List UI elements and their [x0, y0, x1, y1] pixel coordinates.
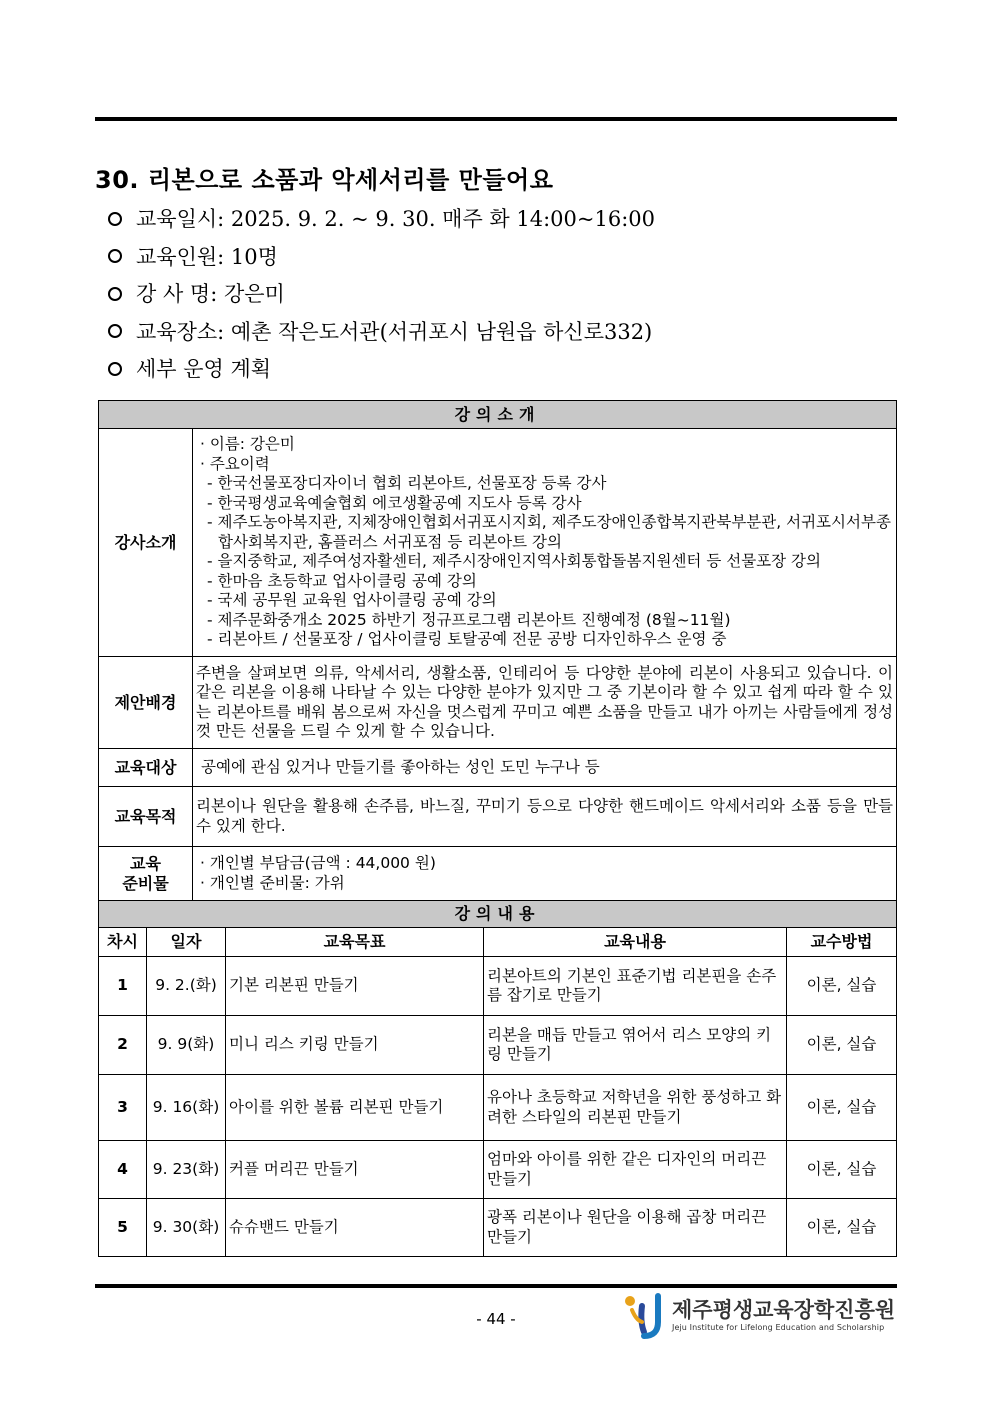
- info-schedule: 교육일시: 2025. 9. 2. ~ 9. 30. 매주 화 14:00~16:00: [108, 203, 655, 241]
- org-english-name: Jeju Institute for Lifelong Education and Scholarship: [672, 1323, 885, 1332]
- circle-bullet-icon: [108, 287, 122, 301]
- col-header-goal: 교육목표: [226, 928, 484, 957]
- circle-bullet-icon: [108, 212, 122, 226]
- session-date: 9. 9(화): [147, 1016, 226, 1075]
- supplies-items: · 개인별 준비물: 가위: [200, 873, 345, 892]
- goal-text: 리본이나 원단을 활용해 손주름, 바느질, 꾸미기 등으로 다양한 핸드메이드 악세서리와 소품 등을 만들 수 있게 한다.: [193, 787, 897, 847]
- org-name: 제주평생교육장학진흥원: [672, 1298, 896, 1322]
- background-head: 제안배경: [99, 657, 193, 749]
- instructor-name: · 이름: 강은미: [200, 435, 295, 454]
- goal-head: 교육목적: [99, 787, 193, 847]
- target-head: 교육대상: [99, 749, 193, 787]
- session-date: 9. 2.(화): [147, 957, 226, 1016]
- session-goal: 미니 리스 키링 만들기: [226, 1016, 484, 1075]
- career-item: - 한마음 초등학교 업사이클링 공예 강의: [207, 571, 477, 590]
- career-item: - 한국평생교육예술협회 에코생활공예 지도사 등록 강사: [207, 493, 582, 512]
- bottom-rule: [95, 1284, 897, 1288]
- supplies-fee: · 개인별 부담금(금액 : 44,000 원): [200, 854, 436, 872]
- col-header-session: 차시: [99, 928, 147, 957]
- session-number: 2: [99, 1016, 147, 1075]
- col-header-method: 교수방법: [787, 928, 897, 957]
- info-capacity: 교육인원: 10명: [108, 241, 655, 279]
- session-number: 5: [99, 1199, 147, 1257]
- session-goal: 커플 머리끈 만들기: [226, 1141, 484, 1199]
- target-text: 공예에 관심 있거나 만들기를 좋아하는 성인 도민 누구나 등: [193, 749, 897, 787]
- session-date: 9. 30(화): [147, 1199, 226, 1257]
- session-content: 리본아트의 기본인 표준기법 리본핀을 손주름 잡기로 만들기: [484, 957, 787, 1016]
- col-header-date: 일자: [147, 928, 226, 957]
- background-text: 주변을 살펴보면 의류, 악세서리, 생활소품, 인테리어 등 다양한 분야에 리본이 사용되고 있습니다. 이 같은 리본을 이용해 나타날 수 있는 다양한 분야가 있지만 그 중 기본이라 할 수 있고 쉽게 따라 할 수 있는 리본아트를 배워 봄으로써 자신을 멋스럽게 꾸미고 예쁜 소품을 만들고 내가 아끼는 사람들에게 정성껏 만든 선물을 드릴 수 있게 할 수 있습니다.: [193, 657, 897, 749]
- table-row: [99, 1075, 897, 1141]
- supplies-cell: [193, 847, 897, 901]
- top-rule: [95, 117, 897, 121]
- session-method: 이론, 실습: [787, 1075, 897, 1141]
- session-date: 9. 23(화): [147, 1141, 226, 1199]
- table-row: [99, 1141, 897, 1199]
- session-content: 리본을 매듭 만들고 엮어서 리스 모양의 키링 만들기: [484, 1016, 787, 1075]
- info-plan: 세부 운영 계획: [108, 353, 655, 391]
- session-number: 3: [99, 1075, 147, 1141]
- circle-bullet-icon: [108, 249, 122, 263]
- session-content: 유아나 초등학교 저학년을 위한 풍성하고 화려한 스타일의 리본핀 만들기: [484, 1075, 787, 1141]
- info-instructor: 강 사 명: 강은미: [108, 278, 655, 316]
- table-row: [99, 1199, 897, 1257]
- session-goal: 아이를 위한 볼륨 리본핀 만들기: [226, 1075, 484, 1141]
- course-plan-table: [98, 400, 897, 1257]
- info-list: [108, 203, 655, 391]
- table-row: [99, 957, 897, 1016]
- session-goal: 슈슈밴드 만들기: [226, 1199, 484, 1257]
- schedule-band: 강의내용: [99, 901, 897, 928]
- instructor-cell: [193, 429, 897, 657]
- circle-bullet-icon: [108, 362, 122, 376]
- session-method: 이론, 실습: [787, 1199, 897, 1257]
- career-item: - 제주도농아복지관, 지체장애인협회서귀포시지회, 제주도장애인종합복지관북부분관, 서귀포시서부종합사회복지관, 홈플러스 서귀포점 등 리본아트 강의: [207, 513, 891, 551]
- page-number: - 44 -: [476, 1310, 516, 1328]
- session-number: 1: [99, 957, 147, 1016]
- logo-mark-icon: [622, 1292, 668, 1340]
- circle-bullet-icon: [108, 324, 122, 338]
- session-method: 이론, 실습: [787, 957, 897, 1016]
- session-content: 엄마와 아이를 위한 같은 디자인의 머리끈 만들기: [484, 1141, 787, 1199]
- career-item: - 국세 공무원 교육원 업사이클링 공예 강의: [207, 591, 497, 610]
- session-method: 이론, 실습: [787, 1016, 897, 1075]
- session-goal: 기본 리본핀 만들기: [226, 957, 484, 1016]
- session-number: 4: [99, 1141, 147, 1199]
- career-item: - 한국선물포장디자이너 협회 리본아트, 선물포장 등록 강사: [207, 474, 607, 493]
- session-date: 9. 16(화): [147, 1075, 226, 1141]
- org-logo: [622, 1292, 902, 1340]
- career-heading: · 주요이력: [200, 454, 270, 473]
- instructor-head: 강사소개: [99, 429, 193, 657]
- intro-band: 강의소개: [99, 401, 897, 429]
- section-title: 30. 리본으로 소품과 악세서리를 만들어요: [95, 166, 554, 194]
- session-content: 광폭 리본이나 원단을 이용해 곱창 머리끈 만들기: [484, 1199, 787, 1257]
- career-item: - 제주문화중개소 2025 하반기 정규프로그램 리본아트 진행예정 (8월~11월): [207, 610, 731, 629]
- supplies-head: 교육 준비물: [99, 847, 193, 901]
- career-item: - 을지중학교, 제주여성자활센터, 제주시장애인지역사회통합돌봄지원센터 등 선물포장 강의: [207, 552, 821, 571]
- career-item: - 리본아트 / 선물포장 / 업사이클링 토탈공예 전문 공방 디자인하우스 운영 중: [207, 630, 727, 649]
- session-method: 이론, 실습: [787, 1141, 897, 1199]
- col-header-content: 교육내용: [484, 928, 787, 957]
- info-location: 교육장소: 예촌 작은도서관(서귀포시 남원읍 하신로332): [108, 316, 655, 354]
- table-row: [99, 1016, 897, 1075]
